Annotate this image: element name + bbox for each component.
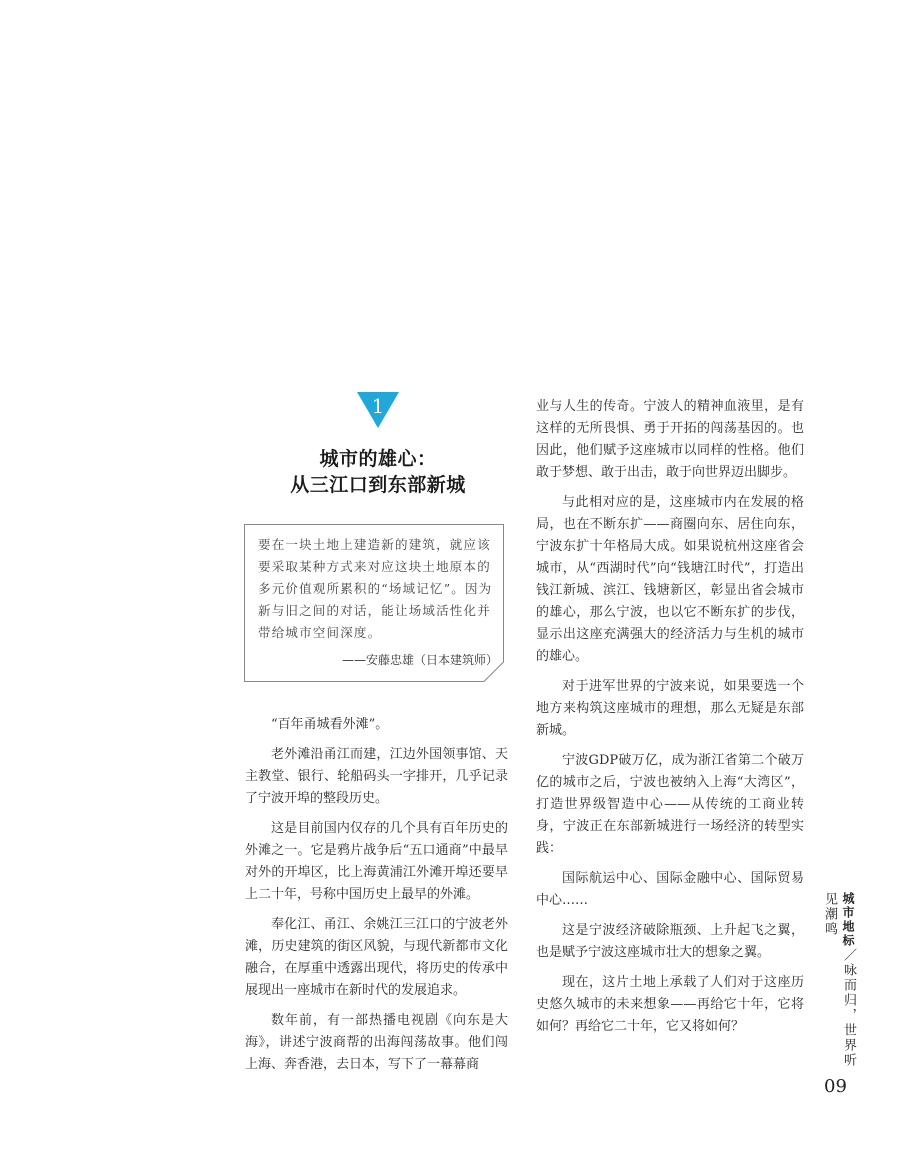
running-header [822, 892, 858, 1082]
paragraph: 宁波GDP破万亿，成为浙江省第二个破万亿的城市之后，宁波也被纳入上海“大湾区”，打造世界级智造中心——从传统的工商业转身，宁波正在东部新城进行一场经济的转型实践： [536, 753, 804, 856]
left-column [245, 714, 508, 1084]
running-header-separator: ／ [841, 948, 856, 963]
paragraph: 这是目前国内仅存的几个具有百年历史的外滩之一。它是鸦片战争后“五口通商”中最早对外的开埠区，比上海黄浦江外滩开埠还要早上二十年，号称中国历史上最早的外滩。 [245, 821, 508, 902]
right-column [536, 396, 804, 1046]
running-header-subtitle: 咏而归，世界听见潮鸣 [822, 892, 856, 1068]
running-header-category: 城市地标 [841, 892, 855, 948]
paragraph: 老外滩沿甬江而建，江边外国领事馆、天主教堂、银行、轮船码头一字排开，几乎记录了宁波开埠的整段历史。 [245, 747, 508, 806]
paragraph: 数年前，有一部热播电视剧《向东是大海》，讲述宁波商帮的出海闯荡故事。他们闯上海、奔香港，去日本，写下了一幕幕商 [245, 1013, 508, 1072]
paragraph-continued: 业与人生的传奇。宁波人的精神血液里，是有这样的无所畏惧、勇于开拓的闯荡基因的。也因此，他们赋予这座城市以同样的性格。他们敢于梦想、敢于出击，敢于向世界迈出脚步。 [536, 399, 804, 480]
quote-text: 要在一块土地上建造新的建筑，就应该要采取某种方式来对应这块土地原本的多元价值观所累积的“场域记忆”。因为新与旧之间的对话，能让场域活性化并带给城市空间深度。 [258, 537, 493, 640]
paragraph: 国际航运中心、国际金融中心、国际贸易中心…… [536, 871, 804, 908]
paragraph: 与此相对应的是，这座城市内在发展的格局，也在不断东扩——商圈向东、居住向东，宁波东扩十年格局大成。如果说杭州这座省会城市，从“西湖时代”向“钱塘江时代”，打造出钱江新城、滨江、钱塘新区，彰显出省会城市的雄心，那么宁波，也以它不断东扩的步伐，显示出这座充满强大的经济活力与生机的城市的雄心。 [536, 495, 804, 664]
paragraph: 现在，这片土地上承载了人们对于这座历史悠久城市的未来想象——再给它十年，它将如何？再给它二十年，它又将如何？ [536, 975, 804, 1034]
section-title-line1: 城市的雄心： [319, 448, 437, 470]
paragraph: 奉化江、甬江、余姚江三江口的宁波老外滩，历史建筑的街区风貌，与现代新都市文化融合，在厚重中透露出现代，将历史的传承中展现出一座城市在新时代的发展追求。 [245, 917, 508, 998]
paragraph: 对于进军世界的宁波来说，如果要选一个地方来构筑这座城市的理想，那么无疑是东部新城。 [536, 679, 804, 738]
section-number: 1 [371, 394, 385, 418]
paragraph: 这是宁波经济破除瓶颈、上升起飞之翼，也是赋予宁波这座城市壮大的想象之翼。 [536, 923, 804, 960]
section-title-line2: 从三江口到东部新城 [290, 474, 466, 496]
page-number: 09 [824, 1076, 847, 1097]
quote-author: ——安藤忠雄（日本建筑师） [341, 653, 498, 667]
paragraph: “百年甬城看外滩”。 [271, 717, 389, 732]
